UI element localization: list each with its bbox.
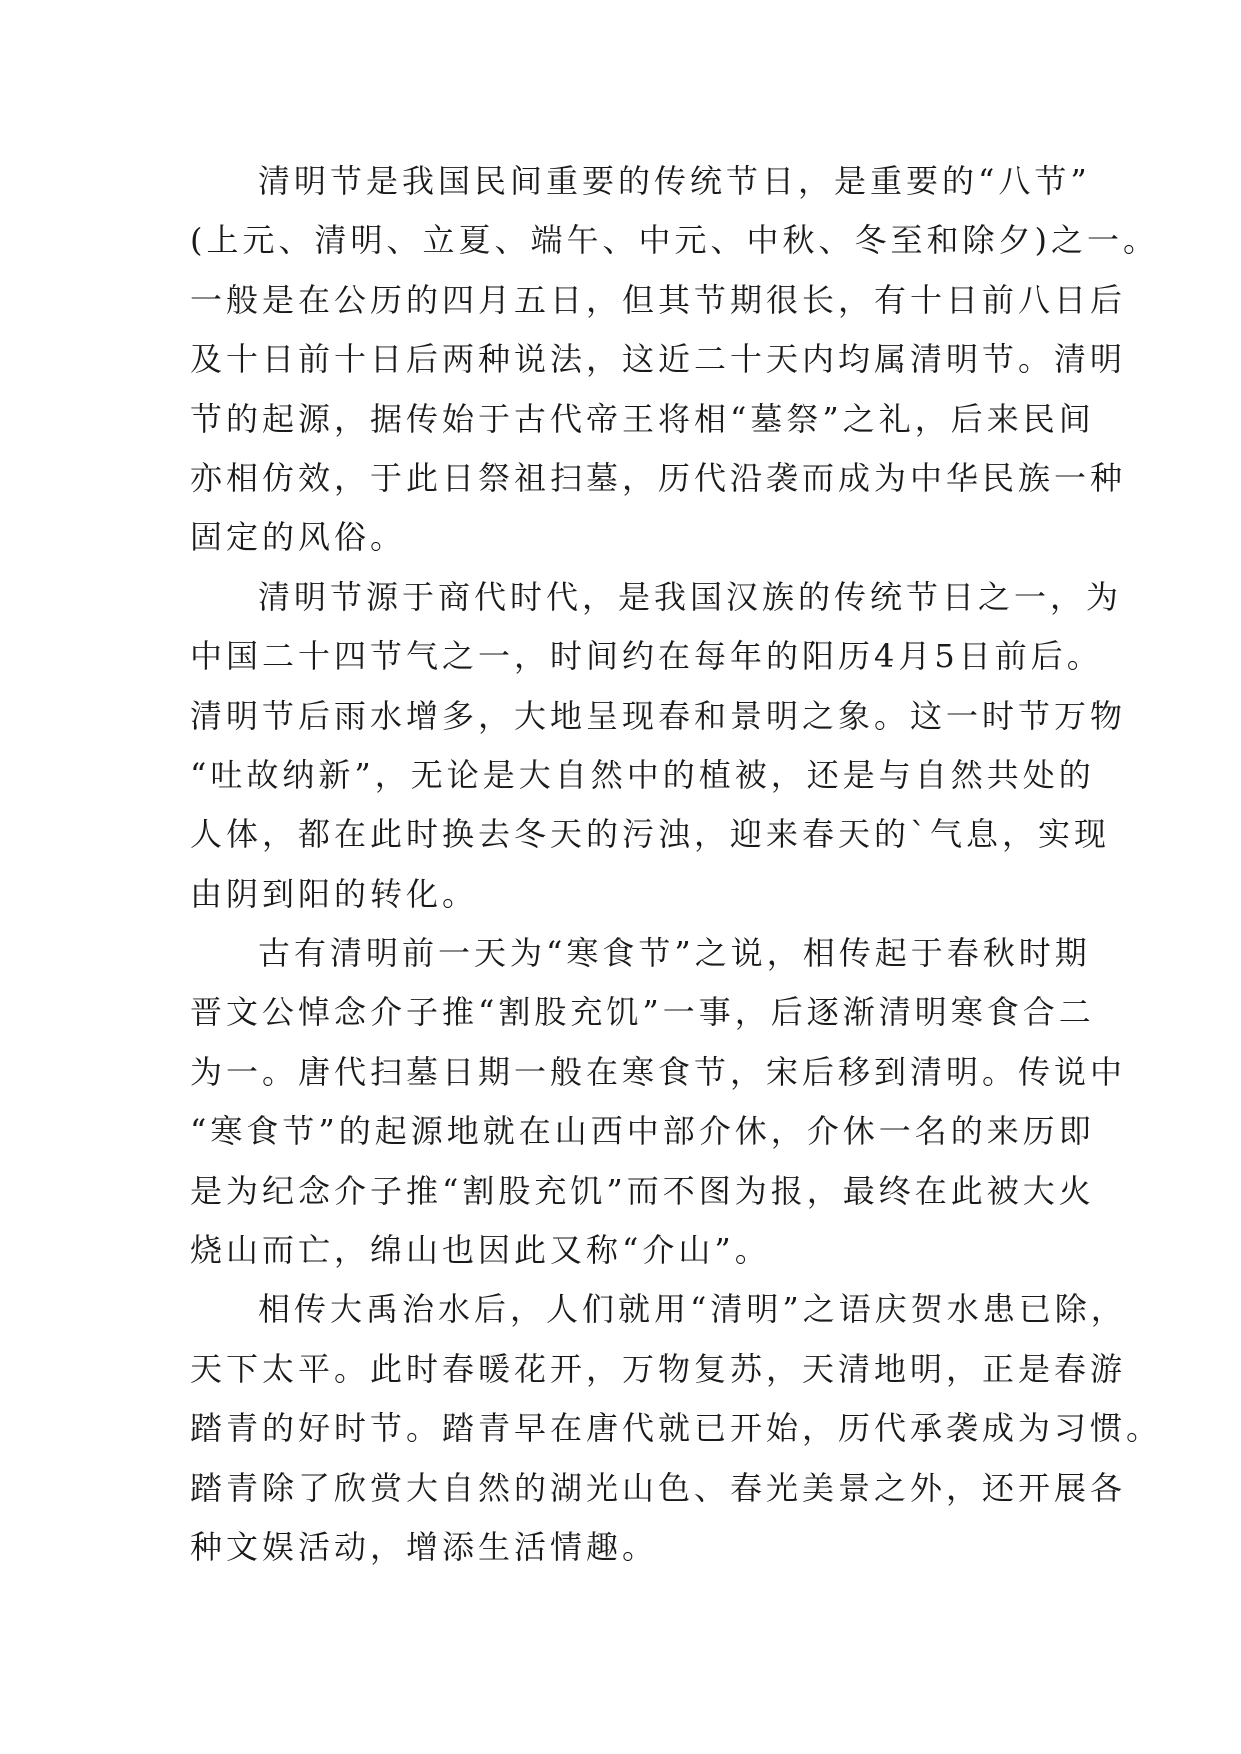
paragraph-line: 为一。唐代扫墓日期一般在寒食节，宋后移到清明。传说中 [190, 1052, 1127, 1091]
paragraph-line: 踏青的好时节。踏青早在唐代就已开始，历代承袭成为习惯。 [190, 1409, 1163, 1448]
paragraph-line: 亦相仿效，于此日祭祖扫墓，历代沿袭而成为中华民族一种 [190, 458, 1127, 497]
paragraph-line: 固定的风俗。 [190, 518, 407, 557]
paragraph-line: 是为纪念介子推“割股充饥”而不图为报，最终在此被大火 [190, 1171, 1095, 1210]
paragraph-line: 清明节源于商代时代，是我国汉族的传统节日之一，为 [258, 577, 1123, 616]
paragraph-line: 节的起源，据传始于古代帝王将相“墓祭”之礼，后来民间 [190, 399, 1095, 438]
paragraph-line: (上元、清明、立夏、端午、中元、中秋、冬至和除夕)之一。 [190, 221, 1159, 260]
paragraph-line: 中国二十四节气之一，时间约在每年的阳历4月5日前后。 [190, 637, 1103, 676]
paragraph-line: “吐故纳新”，无论是大自然中的植被，还是与自然共处的 [190, 755, 1095, 794]
paragraph-line: 种文娱活动，增添生活情趣。 [190, 1527, 659, 1566]
document-body [190, 152, 1163, 1577]
paragraph-line: 清明节后雨水增多，大地呈现春和景明之象。这一时节万物 [190, 696, 1127, 735]
paragraph-line: 踏青除了欣赏大自然的湖光山色、春光美景之外，还开展各 [190, 1468, 1127, 1507]
paragraph-line: 及十日前十日后两种说法，这近二十天内均属清明节。清明 [190, 340, 1127, 379]
paragraph-line: 烧山而亡，绵山也因此又称“介山”。 [190, 1231, 771, 1270]
paragraph-2 [190, 568, 1127, 924]
paragraph-4 [190, 1280, 1163, 1577]
paragraph-line: 一般是在公历的四月五日，但其节期很长，有十日前八日后 [190, 280, 1127, 319]
paragraph-line: 古有清明前一天为“寒食节”之说，相传起于春秋时期 [258, 934, 1091, 973]
paragraph-line: 清明节是我国民间重要的传统节日，是重要的“八节” [258, 162, 1091, 200]
paragraph-line: 晋文公悼念介子推“割股充饥”一事，后逐渐清明寒食合二 [190, 993, 1095, 1032]
paragraph-line: 相传大禹治水后，人们就用“清明”之语庆贺水患已除， [258, 1290, 1127, 1329]
paragraph-line: “寒食节”的起源地就在山西中部介休，介休一名的来历即 [190, 1112, 1095, 1151]
paragraph-3 [190, 924, 1127, 1280]
paragraph-line: 天下太平。此时春暖花开，万物复苏，天清地明，正是春游 [190, 1349, 1127, 1388]
paragraph-1 [190, 152, 1159, 568]
paragraph-line: 由阴到阳的转化。 [190, 874, 479, 913]
paragraph-line: 人体，都在此时换去冬天的污浊，迎来春天的`气息，实现 [190, 815, 1111, 854]
